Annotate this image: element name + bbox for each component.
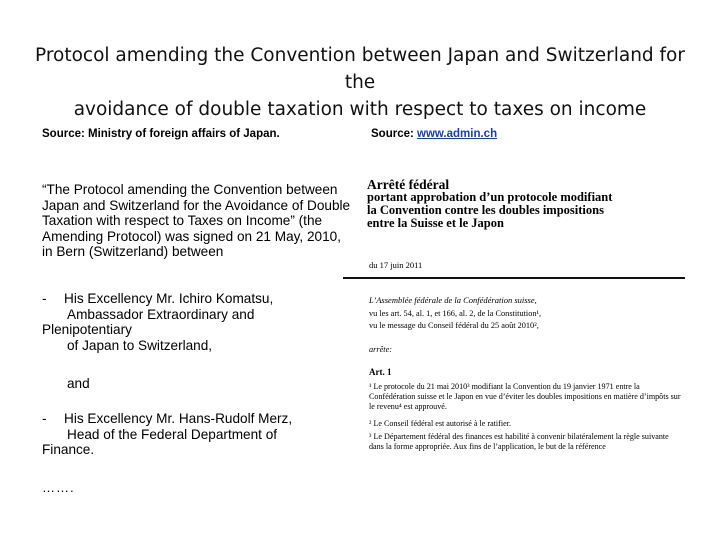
signatory-1-line-4: of Japan to Switzerland, bbox=[67, 337, 213, 353]
doc-assembly: L’Assemblée fédérale de la Confédération suisse, bbox=[369, 295, 537, 305]
doc-heading-4: entre la Suisse et le Japon bbox=[367, 216, 504, 230]
doc-divider bbox=[343, 277, 685, 279]
source-right-prefix: Source: bbox=[371, 128, 418, 140]
signatory-1-line-2: Ambassador Extraordinary and bbox=[67, 306, 255, 322]
doc-vu-1: vu les art. 54, al. 1, et 166, al. 2, de la Constitution¹, bbox=[369, 309, 542, 318]
doc-heading-3: la Convention contre les doubles impositions bbox=[367, 203, 604, 217]
slide-title bbox=[30, 42, 690, 123]
and-connector: and bbox=[67, 376, 90, 391]
title-line-1: Protocol amending the Convention between Japan and Switzerland for the bbox=[35, 45, 685, 93]
doc-heading-1: Arrêté fédéral bbox=[367, 177, 450, 192]
signatory-2 bbox=[42, 411, 362, 458]
document-scan bbox=[367, 178, 685, 460]
signatory-2-line-3: Finance. bbox=[42, 442, 95, 457]
list-dash: - bbox=[42, 291, 47, 306]
doc-paragraph-2: ² Le Conseil fédéral est autorisé à le ratifier. bbox=[369, 419, 511, 428]
signatory-2-line-1: His Excellency Mr. Hans-Rudolf Merz, bbox=[64, 411, 293, 426]
doc-arrete: arrête: bbox=[369, 345, 393, 354]
doc-vu-2: vu le message du Conseil fédéral du 25 août 2010², bbox=[369, 321, 539, 330]
protocol-quote: “The Protocol amending the Convention between Japan and Switzerland for the Avoidance of Double Taxation with respect to Taxes on Income” (the Amending Protocol) was signed on 21 May, 2010, in Bern (Switzerland) between bbox=[42, 182, 351, 259]
source-right bbox=[371, 128, 497, 140]
title-line-2: avoidance of double taxation with respect to taxes on income bbox=[73, 99, 647, 120]
doc-article: Art. 1 bbox=[369, 367, 392, 377]
protocol-description bbox=[42, 182, 352, 260]
list-dash: - bbox=[42, 411, 47, 426]
signatory-2-line-2: Head of the Federal Department of bbox=[67, 426, 278, 442]
source-link[interactable]: www.admin.ch bbox=[417, 128, 498, 140]
doc-paragraph-3: ³ Le Département fédéral des finances est habilité à convenir bilatéralement la règle suivante dans la forme appropriée. Aux fins de l’application, le but de la référence bbox=[369, 432, 669, 452]
doc-heading-2: portant approbation d’un protocole modifiant bbox=[367, 190, 613, 204]
doc-paragraph-1: ¹ Le protocole du 21 mai 2010³ modifiant la Convention du 19 janvier 1971 entre la Confédération suisse et le Japon en vue d’éviter les doubles impositions en matière d’impôts sur le revenu⁴ est approuvé. bbox=[369, 382, 681, 412]
ellipsis: ……. bbox=[42, 480, 75, 495]
signatory-1-line-3: Plenipotentiary bbox=[42, 322, 132, 337]
signatory-1 bbox=[42, 291, 352, 353]
signatory-1-line-1: His Excellency Mr. Ichiro Komatsu, bbox=[64, 291, 274, 306]
doc-date: du 17 juin 2011 bbox=[369, 260, 423, 270]
doc-heading bbox=[367, 178, 685, 230]
source-left: Source: Ministry of foreign affairs of Japan. bbox=[42, 128, 280, 140]
